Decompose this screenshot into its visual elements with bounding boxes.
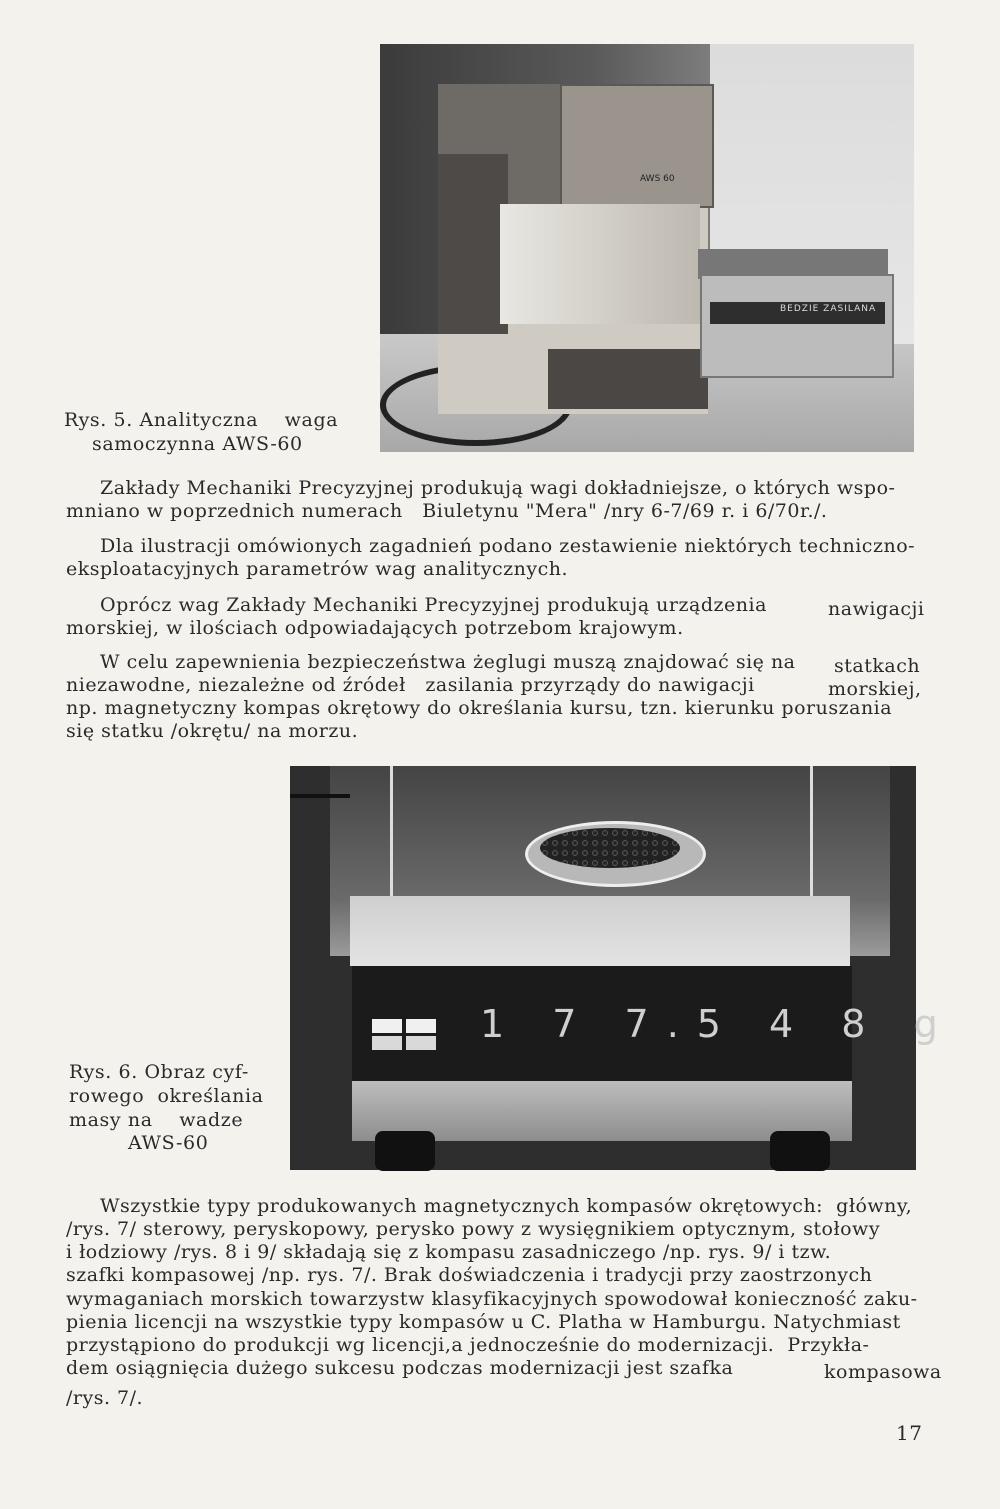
paragraph-3-line-1: Oprócz wag Zakłady Mechaniki Precyzyjnej produkują urządzenia xyxy=(100,594,767,616)
paragraph-4-line-1: W celu zapewnienia bezpieczeństwa żeglugi muszą znajdować się na xyxy=(100,651,796,673)
paragraph-5-line-1: Wszystkie typy produkowanych magnetycznych kompasów okrętowych: główny, xyxy=(100,1195,913,1217)
paragraph-5-line-6: pienia licencji na wszystkie typy kompasów u C. Platha w Hamburgu. Natychmiast xyxy=(66,1311,901,1333)
paragraph-3-line-2: morskiej, w ilościach odpowiadających potrzebom krajowym. xyxy=(66,617,684,639)
paragraph-4-margin-word-2: morskiej, xyxy=(828,678,922,700)
figure-6-photo xyxy=(290,766,956,1170)
paragraph-5-line-7: przystąpiono do produkcji wg licencji,a jednocześnie do modernizacji. Przykła- xyxy=(66,1334,870,1356)
figure-5-photo xyxy=(380,44,914,452)
figure-6-caption-line-3: masy na wadze xyxy=(69,1109,244,1131)
paragraph-5-line-9: /rys. 7/. xyxy=(66,1387,144,1409)
paragraph-5-line-3: i łodziowy /rys. 8 i 9/ składają się z kompasu zasadniczego /np. rys. 9/ i tzw. xyxy=(66,1241,832,1263)
panel-label: BEDZIE ZASILANA xyxy=(780,304,877,314)
paragraph-5-line-8: dem osiągnięcia dużego sukcesu podczas modernizacji jest szafka xyxy=(66,1357,734,1379)
figure-6-caption-line-4: AWS-60 xyxy=(128,1132,209,1154)
paragraph-4-margin-word-1: statkach xyxy=(834,655,921,677)
paragraph-1-line-1: Zakłady Mechaniki Precyzyjnej produkują wagi dokładniejsze, o których wspo- xyxy=(100,477,896,499)
paragraph-4-line-4: się statku /okrętu/ na morzu. xyxy=(66,720,359,742)
readout-digits: 1 7 7.5 4 8 xyxy=(480,1002,884,1046)
paragraph-2-line-1: Dla ilustracji omówionych zagadnień podano zestawienie niektórych techniczno- xyxy=(100,535,916,557)
readout-unit: g xyxy=(913,1002,956,1046)
figure-6-caption-line-1: Rys. 6. Obraz cyf- xyxy=(69,1061,249,1083)
figure-5-caption-line-2: samoczynna AWS-60 xyxy=(92,433,303,455)
paragraph-2-line-2: eksploatacyjnych parametrów wag analitycznych. xyxy=(66,558,568,580)
paragraph-5-line-2: /rys. 7/ sterowy, peryskopowy, perysko powy z wysięgnikiem optycznym, stołowy xyxy=(66,1218,881,1240)
figure-6-caption-line-2: rowego określania xyxy=(69,1085,264,1107)
figure-5-caption-line-1: Rys. 5. Analityczna waga xyxy=(64,409,339,431)
paragraph-5-line-5: wymaganiach morskich towarzystw klasyfikacyjnych spowodował konieczność zaku- xyxy=(66,1288,918,1310)
weight-readout xyxy=(480,1002,956,1046)
paragraph-3-margin-word: nawigacji xyxy=(828,598,925,620)
paragraph-4-line-2: niezawodne, niezależne od źródeł zasilania przyrządy do nawigacji xyxy=(66,674,755,696)
device-label: AWS 60 xyxy=(640,174,675,184)
paragraph-1-line-2: mniano w poprzednich numerach Biuletynu "Mera" /nry 6-7/69 r. i 6/70r./. xyxy=(66,500,828,522)
paragraph-5-line-4: szafki kompasowej /np. rys. 7/. Brak doświadczenia i tradycji przy zaostrzonych xyxy=(66,1264,873,1286)
page-number: 17 xyxy=(896,1421,923,1445)
paragraph-5-margin-word: kompasowa xyxy=(824,1361,942,1383)
paragraph-4-line-3: np. magnetyczny kompas okrętowy do określania kursu, tzn. kierunku poruszania xyxy=(66,697,893,719)
